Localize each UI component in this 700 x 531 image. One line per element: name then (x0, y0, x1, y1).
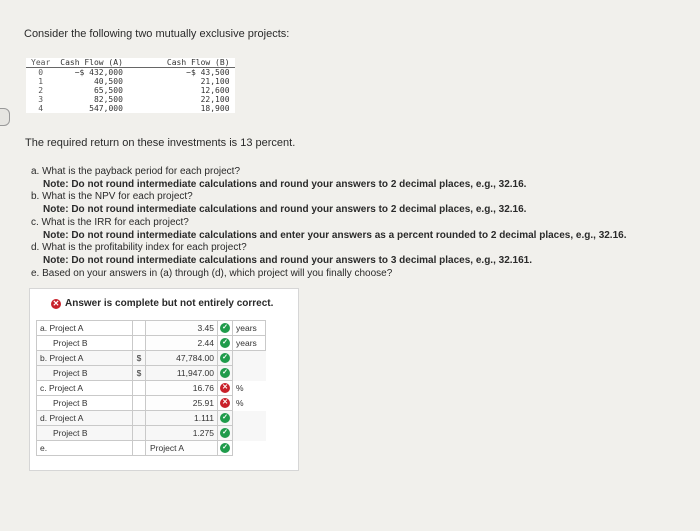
answer-row-b-project-a (37, 351, 266, 366)
unit-label (233, 351, 266, 366)
cash-flow-b-cell: 12,600 (200, 86, 230, 95)
answer-input[interactable]: 16.76 (146, 381, 218, 396)
cash-flow-a-cell: 65,500 (93, 86, 123, 95)
year-cell: 1 (38, 77, 44, 86)
year-cell: 3 (38, 95, 44, 104)
answer-status (51, 298, 273, 309)
year-cell: 2 (38, 86, 44, 95)
required-return-text: The required return on these investments is 13 percent. (25, 137, 296, 149)
answer-label: c. Project A (37, 381, 133, 396)
answer-row-a-project-b (37, 336, 266, 351)
incorrect-icon: ✕ (52, 298, 60, 308)
unit-label: % (236, 398, 244, 408)
answer-row-c-project-a (37, 381, 266, 396)
cash-flow-a-cell: −$ 432,000 (74, 68, 123, 77)
currency-symbol (133, 426, 146, 441)
unit-label: years (233, 336, 266, 351)
cash-flow-b-cell: 21,100 (200, 77, 230, 86)
answer-row-e (37, 441, 266, 456)
answer-input[interactable]: 3.45 (146, 321, 218, 336)
unit-label (233, 426, 266, 441)
answer-label: e. (37, 441, 133, 456)
answer-input[interactable]: 47,784.00 (146, 351, 218, 366)
cash-flow-row (26, 104, 235, 113)
cash-flow-row (26, 68, 235, 78)
unit-label (233, 411, 266, 426)
check-icon: ✓ (220, 368, 230, 378)
answer-input[interactable]: 11,947.00 (146, 366, 218, 381)
check-icon: ✓ (220, 443, 230, 453)
answer-label: b. Project A (37, 351, 133, 366)
side-tab-marker (0, 108, 10, 126)
answer-input[interactable]: 1.111 (146, 411, 218, 426)
cash-flow-row (26, 86, 235, 95)
cash-flow-a-cell: 82,500 (93, 95, 123, 104)
answer-input[interactable]: 25.91 (146, 396, 218, 411)
cash-flow-b-cell: 18,900 (200, 104, 230, 113)
cash-flow-row (26, 95, 235, 104)
note-d: Note: Do not round intermediate calculations and round your answers to 3 decimal places, e.g., 32.161. (43, 254, 533, 266)
cash-flow-a-cell: 40,500 (93, 77, 123, 86)
question-a: a. What is the payback period for each project? (31, 166, 241, 177)
unit-label: % (236, 383, 244, 393)
question-e: e. Based on your answers in (a) through (d), which project will you finally choose? (31, 267, 393, 279)
answer-label: a. Project A (37, 321, 133, 336)
answer-label: d. Project A (37, 411, 133, 426)
currency-symbol (133, 381, 146, 396)
answer-status-text: Answer is complete but not entirely correct. (65, 298, 274, 309)
cash-flow-a-cell: 547,000 (89, 104, 123, 113)
cross-icon: ✕ (220, 383, 230, 393)
answer-row-b-project-b (37, 366, 266, 381)
project-choice-select[interactable]: Project A (146, 441, 218, 456)
intro-text: Consider the following two mutually exclusive projects: (24, 28, 290, 40)
cash-flow-b-cell: 22,100 (200, 95, 230, 104)
answer-row-c-project-b (37, 396, 266, 411)
unit-label: years (233, 321, 266, 336)
cash-flow-b-header: Cash Flow (B) (145, 58, 235, 68)
check-icon: ✓ (220, 413, 230, 423)
answer-row-d-project-a (37, 411, 266, 426)
unit-label (233, 366, 266, 381)
check-icon: ✓ (220, 428, 230, 438)
year-header: Year (26, 58, 55, 68)
answer-row-a-project-a (37, 321, 266, 336)
check-icon: ✓ (220, 353, 230, 363)
currency-symbol (133, 321, 146, 336)
cross-icon: ✕ (220, 398, 230, 408)
cash-flow-header-row (26, 58, 235, 68)
currency-symbol: $ (133, 351, 146, 366)
check-icon: ✓ (220, 323, 230, 333)
question-d: d. What is the profitability index for each project? (31, 242, 247, 254)
note-a: Note: Do not round intermediate calculations and round your answers to 2 decimal places, e.g., 32.16. (43, 178, 527, 190)
cash-flow-b-cell: −$ 43,500 (186, 68, 230, 77)
answer-input[interactable]: 2.44 (146, 336, 218, 351)
note-b: Note: Do not round intermediate calculations and round your answers to 2 decimal places, e.g., 32.16. (43, 204, 527, 216)
question-b: b. What is the NPV for each project? (31, 191, 193, 203)
check-icon: ✓ (220, 338, 230, 348)
answer-label: Project B (37, 366, 133, 381)
unit-label (233, 441, 266, 456)
note-c: Note: Do not round intermediate calculations and enter your answers as a percent rounded to 2 decimal places, e.g., 32.16. (43, 229, 627, 241)
answer-input[interactable]: 1.275 (146, 426, 218, 441)
cash-flow-a-header: Cash Flow (A) (55, 58, 145, 68)
cash-flow-row (26, 77, 235, 86)
cash-flow-table (26, 58, 235, 113)
year-cell: 4 (38, 104, 44, 113)
answer-label: Project B (37, 426, 133, 441)
currency-symbol (133, 441, 146, 456)
currency-symbol (133, 411, 146, 426)
question-c: c. What is the IRR for each project? (31, 216, 189, 228)
currency-symbol (133, 336, 146, 351)
currency-symbol (133, 396, 146, 411)
answer-table (36, 320, 266, 456)
answer-label: Project B (37, 336, 133, 351)
currency-symbol: $ (133, 366, 146, 381)
answer-label: Project B (37, 396, 133, 411)
year-cell: 0 (38, 68, 44, 77)
answer-row-d-project-b (37, 426, 266, 441)
question-list (31, 166, 627, 280)
